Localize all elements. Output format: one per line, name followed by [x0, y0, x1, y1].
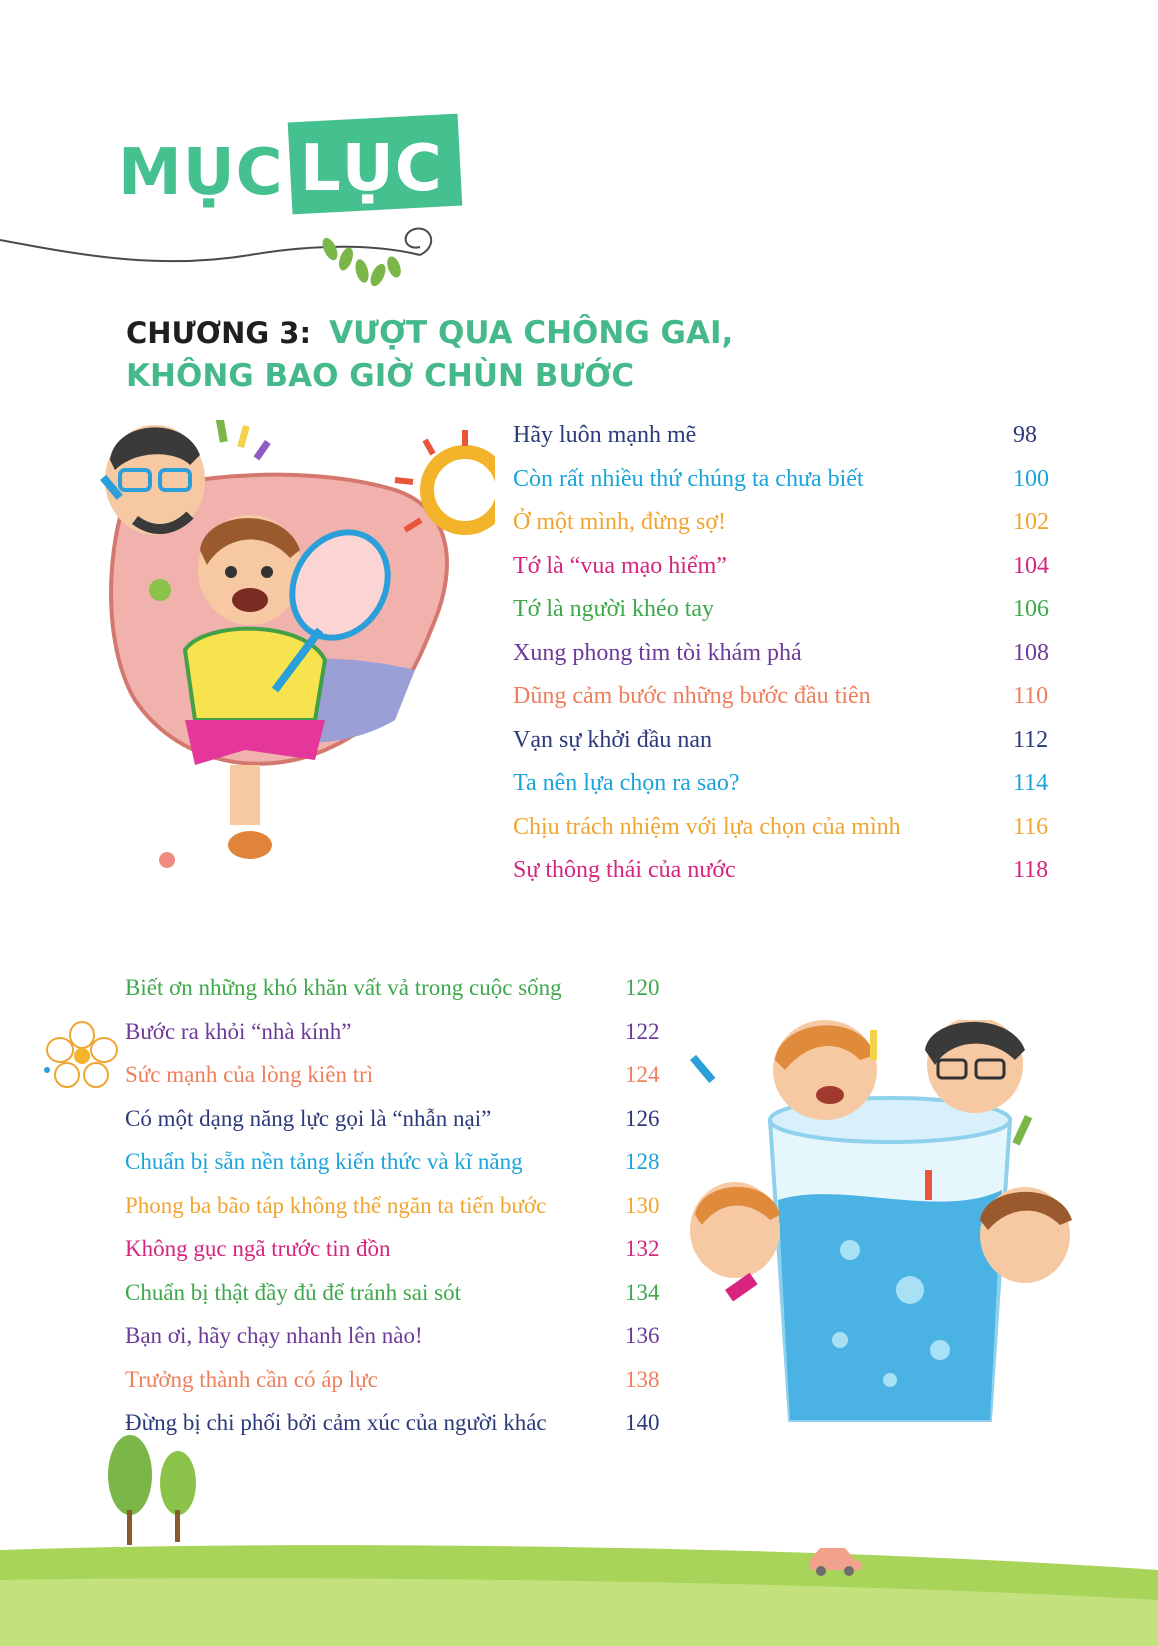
toc-entry-title: Đừng bị chi phối bởi cảm xúc của người khác [125, 1410, 547, 1435]
toc-entry-title: Vạn sự khởi đầu nan [513, 726, 712, 753]
toc-entry-page-number: 106 [1013, 596, 1049, 622]
toc-lower-entry[interactable] [125, 1062, 685, 1102]
toc-entry-page-number: 136 [625, 1323, 660, 1348]
toc-entry-title: Tớ là người khéo tay [513, 596, 715, 622]
toc-entry-title: Chịu trách nhiệm với lựa chọn của mình [513, 813, 901, 840]
toc-entry-page-number: 120 [625, 975, 660, 1000]
toc-upper-entry[interactable] [513, 857, 1053, 897]
toc-entry-page-number: 140 [625, 1410, 660, 1435]
toc-entry-title: Sự thông thái của nước [513, 857, 736, 883]
tennis-kids-illustration [95, 420, 495, 920]
toc-lower-entry[interactable] [125, 1280, 685, 1320]
toc-entry-page-number: 110 [1013, 683, 1049, 709]
toc-upper-entry[interactable] [513, 422, 1053, 462]
toc-entry-title: Ở một mình, đừng sợ! [513, 509, 727, 535]
toc-lower-entry[interactable] [125, 1193, 685, 1233]
toc-entry-page-number: 114 [1013, 770, 1049, 796]
toc-entry-title: Trưởng thành cần có áp lực [125, 1366, 378, 1392]
chapter-heading [126, 312, 926, 398]
toc-entry-title: Không gục ngã trước tin đồn [125, 1236, 391, 1261]
toc-lower-entry[interactable] [125, 1323, 685, 1363]
chapter-title-line1: VƯỢT QUA CHÔNG GAI, [329, 315, 734, 351]
toc-list-upper [513, 422, 1053, 883]
toc-lower-entry[interactable] [125, 1236, 685, 1276]
toc-entry-page-number: 132 [625, 1236, 660, 1261]
toc-entry-title: Hãy luôn mạnh mẽ [513, 422, 697, 448]
car-icon [805, 1540, 865, 1576]
toc-lower-entry[interactable] [125, 1149, 685, 1189]
chapter-number: CHƯƠNG 3: [126, 316, 312, 350]
toc-lower-entry[interactable] [125, 1019, 685, 1059]
water-glass-kids-illustration [680, 1020, 1100, 1440]
toc-entry-title: Chuẩn bị sẵn nền tảng kiến thức và kĩ năng [125, 1149, 523, 1174]
toc-entry-page-number: 116 [1013, 813, 1049, 840]
toc-entry-title: Có một dạng năng lực gọi là “nhẫn nại” [125, 1105, 492, 1131]
toc-upper-entry[interactable] [513, 814, 1053, 854]
toc-entry-title: Chuẩn bị thật đầy đủ để tránh sai sót [125, 1279, 461, 1305]
toc-entry-page-number: 124 [625, 1062, 660, 1087]
title-word-luc: LỤC [300, 132, 443, 206]
toc-list-lower [125, 975, 685, 1435]
toc-entry-title: Còn rất nhiều thứ chúng ta chưa biết [513, 465, 864, 492]
chapter-title-line2: KHÔNG BAO GIỜ CHÙN BƯỚC [126, 358, 635, 394]
toc-upper-entry[interactable] [513, 466, 1053, 506]
grass-ground [0, 1540, 1158, 1646]
toc-upper-entry[interactable] [513, 640, 1053, 680]
toc-lower-entry[interactable] [125, 975, 685, 1015]
vine-decoration [0, 215, 460, 295]
toc-entry-page-number: 122 [625, 1018, 660, 1044]
toc-lower-entry[interactable] [125, 1410, 685, 1450]
toc-upper-entry[interactable] [513, 683, 1053, 723]
toc-entry-page-number: 130 [625, 1192, 660, 1218]
toc-entry-title: Bạn ơi, hãy chạy nhanh lên nào! [125, 1323, 423, 1348]
toc-entry-page-number: 128 [625, 1149, 660, 1174]
tree-icon [100, 1435, 200, 1545]
toc-upper-entry[interactable] [513, 727, 1053, 767]
title-word-muc: MỤC [118, 136, 284, 210]
toc-entry-title: Phong ba bão táp không thể ngăn ta tiến bước [125, 1192, 547, 1218]
toc-entry-page-number: 126 [625, 1105, 660, 1131]
toc-entry-page-number: 108 [1013, 639, 1049, 666]
toc-entry-page-number: 104 [1013, 552, 1049, 579]
toc-entry-page-number: 118 [1013, 857, 1049, 883]
toc-entry-page-number: 112 [1013, 726, 1049, 753]
toc-entry-title: Tớ là “vua mạo hiểm” [513, 552, 727, 579]
toc-upper-entry[interactable] [513, 770, 1053, 810]
toc-entry-title: Sức mạnh của lòng kiên trì [125, 1062, 374, 1087]
flower-icon [42, 1020, 122, 1090]
toc-entry-page-number: 102 [1013, 509, 1049, 535]
toc-entry-page-number: 134 [625, 1279, 660, 1305]
toc-upper-entry[interactable] [513, 596, 1053, 636]
toc-entry-page-number: 100 [1013, 465, 1049, 492]
toc-entry-title: Bước ra khỏi “nhà kính” [125, 1018, 352, 1044]
toc-entry-page-number: 138 [625, 1366, 660, 1392]
toc-entry-title: Biết ơn những khó khăn vất vả trong cuộc sống [125, 975, 562, 1000]
toc-lower-entry[interactable] [125, 1367, 685, 1407]
page-title [118, 118, 478, 228]
toc-lower-entry[interactable] [125, 1106, 685, 1146]
toc-entry-title: Ta nên lựa chọn ra sao? [513, 770, 740, 796]
toc-upper-entry[interactable] [513, 553, 1053, 593]
toc-entry-title: Dũng cảm bước những bước đầu tiên [513, 683, 871, 709]
toc-entry-page-number: 98 [1013, 422, 1037, 448]
toc-upper-entry[interactable] [513, 509, 1053, 549]
toc-entry-title: Xung phong tìm tòi khám phá [513, 639, 802, 666]
